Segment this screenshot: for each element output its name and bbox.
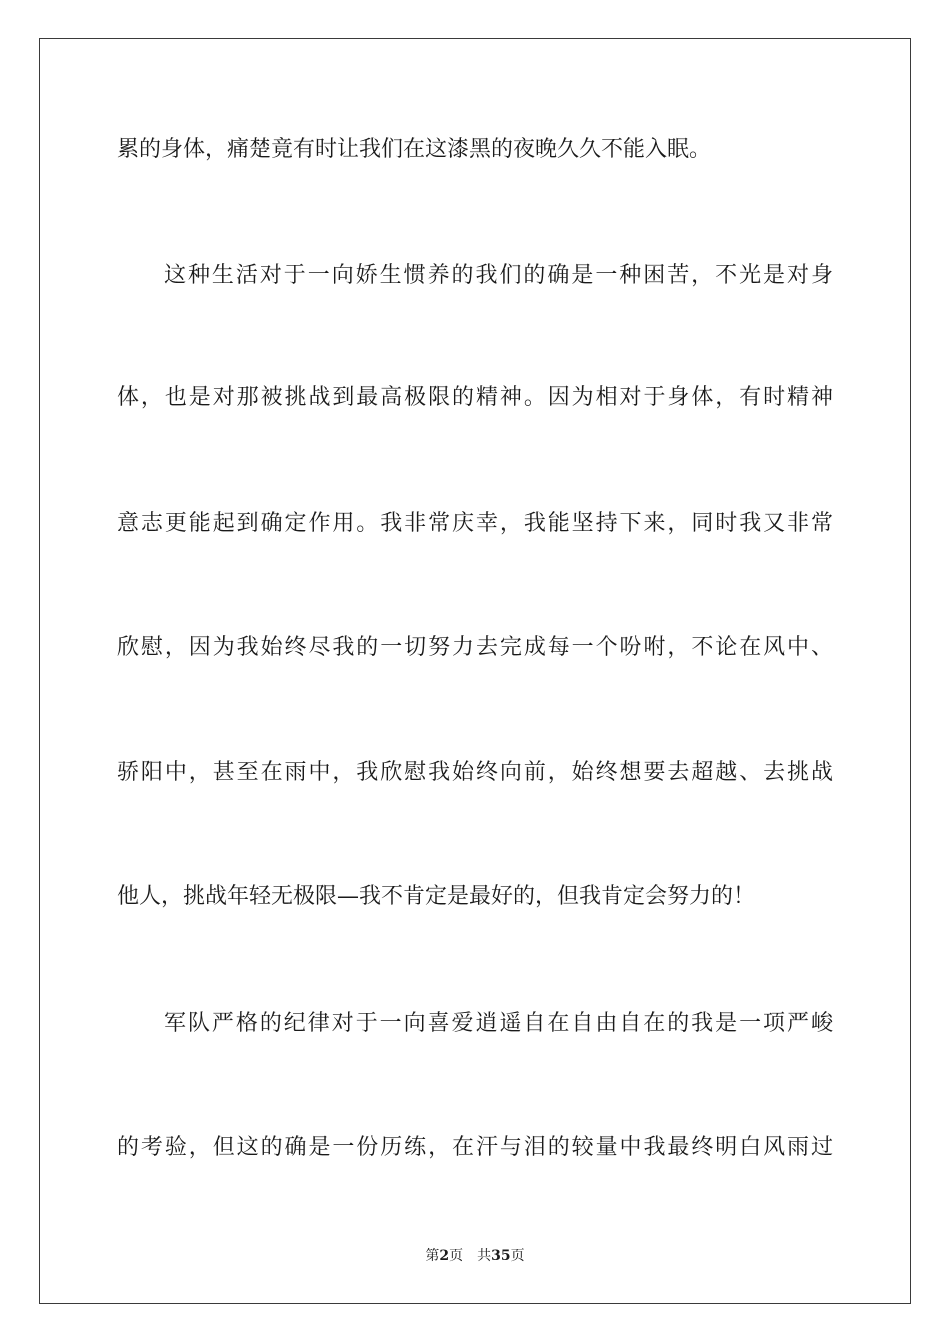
page-label-suffix: 页 xyxy=(449,1248,464,1264)
text-line: 军队严格的纪律对于一向喜爱逍遥自在自由自在的我是一项严峻 xyxy=(164,1011,833,1036)
text-line: 意志更能起到确定作用。我非常庆幸，我能坚持下来，同时我又非常 xyxy=(117,511,833,536)
text-line: 体，也是对那被挑战到最高极限的精神。因为相对于身体，有时精神 xyxy=(117,385,833,410)
total-label-prefix: 共 xyxy=(477,1248,492,1264)
text-line: 欣慰，因为我始终尽我的一切努力去完成每一个吩咐，不论在风中、 xyxy=(117,635,833,660)
current-page-number: 2 xyxy=(439,1248,450,1264)
total-label-suffix: 页 xyxy=(510,1248,525,1264)
text-line: 他人，挑战年轻无极限—我不肯定是最好的，但我肯定会努力的！ xyxy=(117,884,756,909)
text-line: 这种生活对于一向娇生惯养的我们的确是一种困苦，不光是对身 xyxy=(164,263,833,288)
page-border xyxy=(39,38,911,1304)
total-page-count: 35 xyxy=(491,1248,511,1264)
page-label-prefix: 第 xyxy=(425,1248,440,1264)
text-line: 骄阳中，甚至在雨中，我欣慰我始终向前，始终想要去超越、去挑战 xyxy=(117,760,833,785)
text-line: 累的身体，痛楚竟有时让我们在这漆黑的夜晚久久不能入眠。 xyxy=(117,137,712,162)
page-footer xyxy=(0,1247,950,1265)
text-line: 的考验，但这的确是一份历练，在汗与泪的较量中我最终明白风雨过 xyxy=(117,1135,833,1160)
